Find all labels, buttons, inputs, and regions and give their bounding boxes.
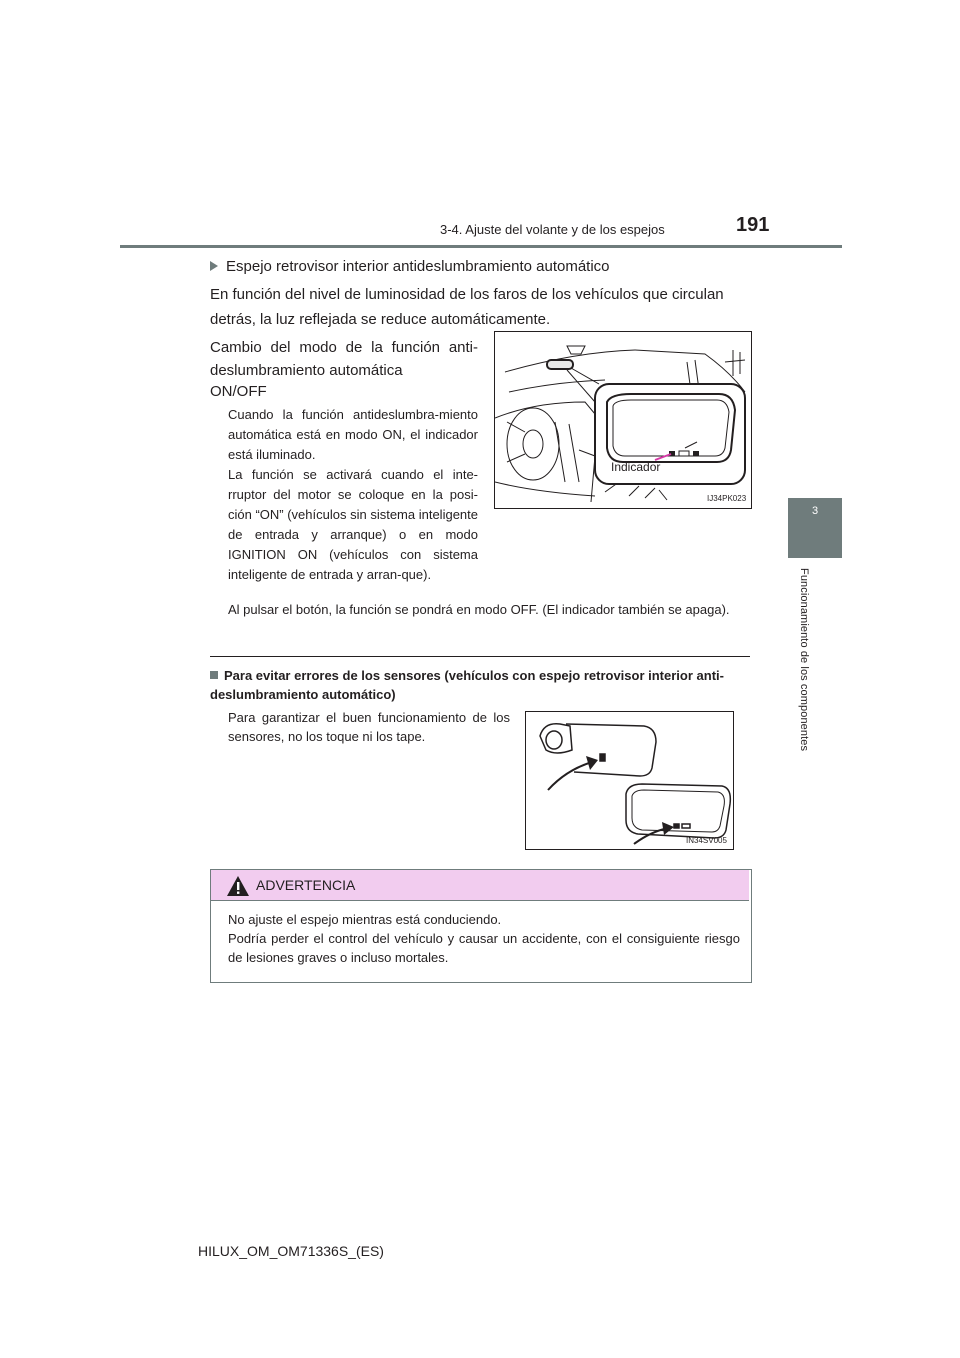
figure-mirror-indicator-illustration xyxy=(495,332,751,508)
sensor-section-heading xyxy=(210,666,750,704)
mode-change-paragraph: Cambio del modo de la función anti-deslumbramiento automática xyxy=(210,339,478,379)
triangle-bullet-icon xyxy=(210,261,218,271)
warning-text xyxy=(228,910,740,967)
header-rule xyxy=(120,245,842,248)
warning-title: ADVERTENCIA xyxy=(256,877,356,893)
note-button-off: Al pulsar el botón, la función se pondrá en modo OFF. (El indicador también se apaga). xyxy=(228,602,730,617)
warning-triangle-icon xyxy=(226,875,250,902)
intro-paragraph: En función del nivel de luminosidad de los faros de los vehículos que circulan detrás, la luz reflejada se reduce automáticamente. xyxy=(210,286,724,328)
chapter-title: Funcionamiento de los componentes xyxy=(798,568,810,752)
document-code: HILUX_OM_OM71336S_(ES) xyxy=(198,1243,384,1259)
section-divider xyxy=(210,656,750,657)
square-bullet-icon xyxy=(210,671,218,679)
page-number: 191 xyxy=(736,214,770,236)
chapter-number: 3 xyxy=(811,505,819,517)
figure-sensors xyxy=(525,711,734,850)
subheading-text: Espejo retrovisor interior antideslumbramiento automático xyxy=(226,258,610,275)
onoff-label: ON/OFF xyxy=(210,383,267,400)
figure-sensors-illustration xyxy=(526,712,733,849)
callout-indicator: Indicador xyxy=(611,460,661,474)
note-indicator: Cuando la función antideslumbra-miento automática está en modo ON, el indicador está iluminado. xyxy=(228,407,478,462)
figure-code: IN34SV005 xyxy=(686,836,727,845)
warning-line-1: No ajuste el espejo mientras está conduciendo. xyxy=(228,912,502,927)
sensor-section-text: Para garantizar el buen funcionamiento de los sensores, no los toque ni los tape. xyxy=(228,710,510,744)
figure-mirror-indicator xyxy=(494,331,752,509)
warning-line-2: Podría perder el control del vehículo y causar un accidente, con el consiguiente riesgo de lesiones graves o incluso mortales. xyxy=(228,931,740,965)
subheading xyxy=(210,258,610,275)
sensor-heading-text: Para evitar errores de los sensores (vehículos con espejo retrovisor interior anti-deslumbramiento automático) xyxy=(210,668,724,702)
figure-code: IJ34PK023 xyxy=(707,494,747,503)
note-activation: La función se activará cuando el inte-rruptor del motor se coloque en la posi-ción “ON” (vehículos sin sistema inteligente de entrada y arranque) o en modo IGNITION ON (vehículos con sistema inteligente de entrada y arran-que). xyxy=(228,467,478,582)
header-section-title: 3-4. Ajuste del volante y de los espejos xyxy=(440,222,665,237)
